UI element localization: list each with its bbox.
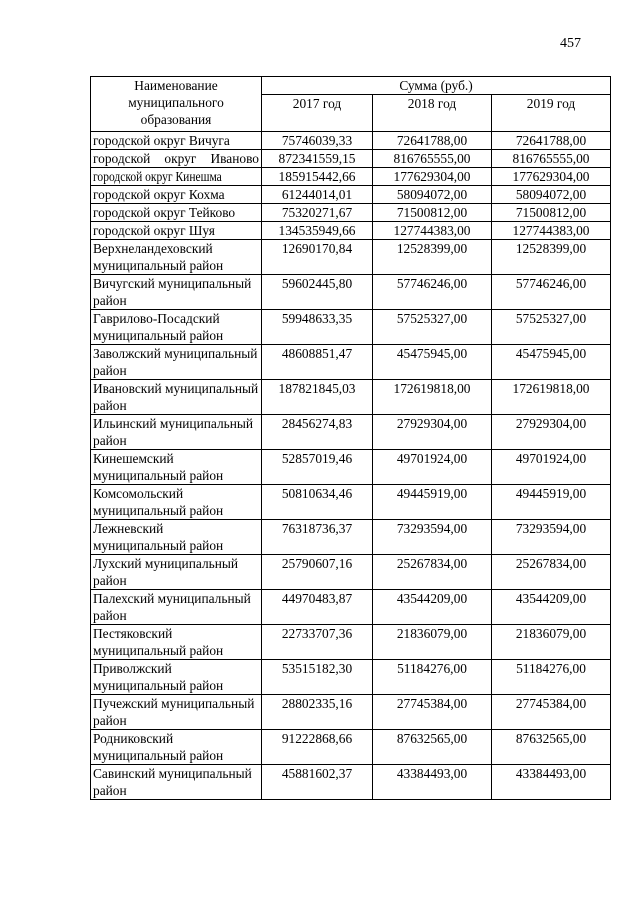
municipality-name-text: Верхнеландеховский муниципальный район <box>93 241 224 273</box>
cell-municipality-name <box>91 345 262 380</box>
cell-sum-2019: 72641788,00 <box>492 132 611 150</box>
cell-sum-2019: 49445919,00 <box>492 485 611 520</box>
cell-sum-2018: 27929304,00 <box>373 415 492 450</box>
cell-municipality-name <box>91 380 262 415</box>
header-sum-column: Сумма (руб.) <box>262 77 611 95</box>
table-row <box>91 660 611 695</box>
cell-municipality-name <box>91 204 262 222</box>
municipality-name-text: Комсомольский муниципальный район <box>93 486 224 518</box>
municipality-name-text: городской округ Иваново <box>93 151 259 166</box>
cell-sum-2019: 177629304,00 <box>492 168 611 186</box>
municipality-name-text: Ильинский муниципальный район <box>93 416 254 448</box>
cell-sum-2017: 48608851,47 <box>262 345 373 380</box>
cell-municipality-name <box>91 450 262 485</box>
cell-sum-2019: 45475945,00 <box>492 345 611 380</box>
cell-sum-2018: 58094072,00 <box>373 186 492 204</box>
table-row <box>91 555 611 590</box>
table-header <box>91 77 611 132</box>
cell-sum-2018: 172619818,00 <box>373 380 492 415</box>
municipality-name-text: Савинский муниципальный район <box>93 766 252 798</box>
cell-sum-2017: 52857019,46 <box>262 450 373 485</box>
municipality-name-text: городской округ Тейково <box>93 205 236 220</box>
cell-municipality-name <box>91 132 262 150</box>
table-row <box>91 765 611 800</box>
municipality-name-text: городской округ Кинешма <box>93 169 222 184</box>
table-row <box>91 485 611 520</box>
header-name-column: Наименование муниципального образования <box>91 77 262 132</box>
cell-sum-2018: 87632565,00 <box>373 730 492 765</box>
table-row <box>91 310 611 345</box>
municipality-name-text: Вичугский муниципальный район <box>93 276 252 308</box>
cell-sum-2018: 127744383,00 <box>373 222 492 240</box>
cell-municipality-name <box>91 240 262 275</box>
municipality-name-text: Ивановский муниципальный район <box>93 381 259 413</box>
table-row <box>91 204 611 222</box>
cell-sum-2019: 43544209,00 <box>492 590 611 625</box>
cell-sum-2017: 872341559,15 <box>262 150 373 168</box>
municipality-name-text: Приволжский муниципальный район <box>93 661 224 693</box>
cell-sum-2017: 75320271,67 <box>262 204 373 222</box>
cell-municipality-name <box>91 660 262 695</box>
cell-sum-2019: 12528399,00 <box>492 240 611 275</box>
header-year-2019: 2019 год <box>492 95 611 132</box>
cell-sum-2019: 57746246,00 <box>492 275 611 310</box>
cell-sum-2018: 72641788,00 <box>373 132 492 150</box>
table-row <box>91 132 611 150</box>
municipality-name-text: городской округ Кохма <box>93 187 225 202</box>
cell-sum-2017: 59602445,80 <box>262 275 373 310</box>
cell-municipality-name <box>91 765 262 800</box>
table-row <box>91 415 611 450</box>
cell-sum-2018: 27745384,00 <box>373 695 492 730</box>
cell-municipality-name <box>91 310 262 345</box>
cell-sum-2017: 45881602,37 <box>262 765 373 800</box>
cell-municipality-name <box>91 222 262 240</box>
table-row <box>91 240 611 275</box>
cell-municipality-name <box>91 555 262 590</box>
cell-sum-2017: 44970483,87 <box>262 590 373 625</box>
cell-sum-2018: 43384493,00 <box>373 765 492 800</box>
cell-municipality-name <box>91 275 262 310</box>
cell-sum-2018: 21836079,00 <box>373 625 492 660</box>
cell-municipality-name <box>91 625 262 660</box>
table-row <box>91 520 611 555</box>
municipality-name-text: городской округ Шуя <box>93 223 215 238</box>
table-row <box>91 380 611 415</box>
cell-sum-2017: 75746039,33 <box>262 132 373 150</box>
cell-municipality-name <box>91 695 262 730</box>
cell-sum-2018: 57746246,00 <box>373 275 492 310</box>
page-number: 457 <box>560 36 581 51</box>
cell-sum-2017: 187821845,03 <box>262 380 373 415</box>
cell-sum-2017: 12690170,84 <box>262 240 373 275</box>
cell-sum-2017: 185915442,66 <box>262 168 373 186</box>
table-row <box>91 168 611 186</box>
table-row <box>91 625 611 660</box>
municipality-name-text: Лухский муниципальный район <box>93 556 239 588</box>
municipality-name-text: Пестяковский муниципальный район <box>93 626 224 658</box>
cell-sum-2017: 61244014,01 <box>262 186 373 204</box>
budget-table <box>90 76 611 800</box>
cell-sum-2018: 12528399,00 <box>373 240 492 275</box>
cell-sum-2018: 51184276,00 <box>373 660 492 695</box>
cell-sum-2018: 57525327,00 <box>373 310 492 345</box>
cell-municipality-name <box>91 590 262 625</box>
municipality-name-text: городской округ Вичуга <box>93 133 230 148</box>
cell-sum-2019: 51184276,00 <box>492 660 611 695</box>
cell-sum-2018: 177629304,00 <box>373 168 492 186</box>
cell-sum-2017: 76318736,37 <box>262 520 373 555</box>
table-row <box>91 222 611 240</box>
cell-municipality-name <box>91 730 262 765</box>
cell-sum-2019: 73293594,00 <box>492 520 611 555</box>
table-row <box>91 150 611 168</box>
cell-sum-2017: 91222868,66 <box>262 730 373 765</box>
cell-sum-2019: 127744383,00 <box>492 222 611 240</box>
cell-sum-2019: 21836079,00 <box>492 625 611 660</box>
cell-sum-2019: 816765555,00 <box>492 150 611 168</box>
cell-sum-2018: 73293594,00 <box>373 520 492 555</box>
municipality-name-text: Кинешемский муниципальный район <box>93 451 224 483</box>
cell-sum-2019: 87632565,00 <box>492 730 611 765</box>
cell-sum-2019: 27929304,00 <box>492 415 611 450</box>
cell-sum-2017: 134535949,66 <box>262 222 373 240</box>
cell-municipality-name <box>91 150 262 168</box>
municipality-name-text: Гаврилово-Посадский муниципальный район <box>93 311 224 343</box>
cell-sum-2017: 28456274,83 <box>262 415 373 450</box>
cell-municipality-name <box>91 186 262 204</box>
table-row <box>91 450 611 485</box>
cell-municipality-name <box>91 485 262 520</box>
municipality-name-text: Родниковский муниципальный район <box>93 731 224 763</box>
cell-sum-2019: 49701924,00 <box>492 450 611 485</box>
cell-sum-2018: 49445919,00 <box>373 485 492 520</box>
municipality-name-text: Заволжский муниципальный район <box>93 346 258 378</box>
cell-sum-2017: 28802335,16 <box>262 695 373 730</box>
cell-sum-2017: 53515182,30 <box>262 660 373 695</box>
table-row <box>91 590 611 625</box>
cell-sum-2018: 45475945,00 <box>373 345 492 380</box>
municipality-name-text: Палехский муниципальный район <box>93 591 251 623</box>
table-row <box>91 695 611 730</box>
cell-sum-2019: 43384493,00 <box>492 765 611 800</box>
cell-sum-2018: 816765555,00 <box>373 150 492 168</box>
table-row <box>91 730 611 765</box>
cell-sum-2018: 71500812,00 <box>373 204 492 222</box>
municipality-name-text: Лежневский муниципальный район <box>93 521 224 553</box>
cell-municipality-name <box>91 520 262 555</box>
cell-sum-2019: 57525327,00 <box>492 310 611 345</box>
cell-sum-2019: 71500812,00 <box>492 204 611 222</box>
cell-sum-2019: 25267834,00 <box>492 555 611 590</box>
header-year-2018: 2018 год <box>373 95 492 132</box>
cell-sum-2019: 27745384,00 <box>492 695 611 730</box>
table-row <box>91 345 611 380</box>
header-year-2017: 2017 год <box>262 95 373 132</box>
municipality-name-text: Пучежский муниципальный район <box>93 696 255 728</box>
table-row <box>91 186 611 204</box>
cell-municipality-name <box>91 415 262 450</box>
cell-sum-2017: 22733707,36 <box>262 625 373 660</box>
cell-sum-2019: 172619818,00 <box>492 380 611 415</box>
cell-municipality-name <box>91 168 262 186</box>
cell-sum-2017: 50810634,46 <box>262 485 373 520</box>
cell-sum-2018: 43544209,00 <box>373 590 492 625</box>
cell-sum-2017: 25790607,16 <box>262 555 373 590</box>
cell-sum-2017: 59948633,35 <box>262 310 373 345</box>
table-row <box>91 275 611 310</box>
cell-sum-2019: 58094072,00 <box>492 186 611 204</box>
cell-sum-2018: 49701924,00 <box>373 450 492 485</box>
table-body <box>91 132 611 800</box>
cell-sum-2018: 25267834,00 <box>373 555 492 590</box>
